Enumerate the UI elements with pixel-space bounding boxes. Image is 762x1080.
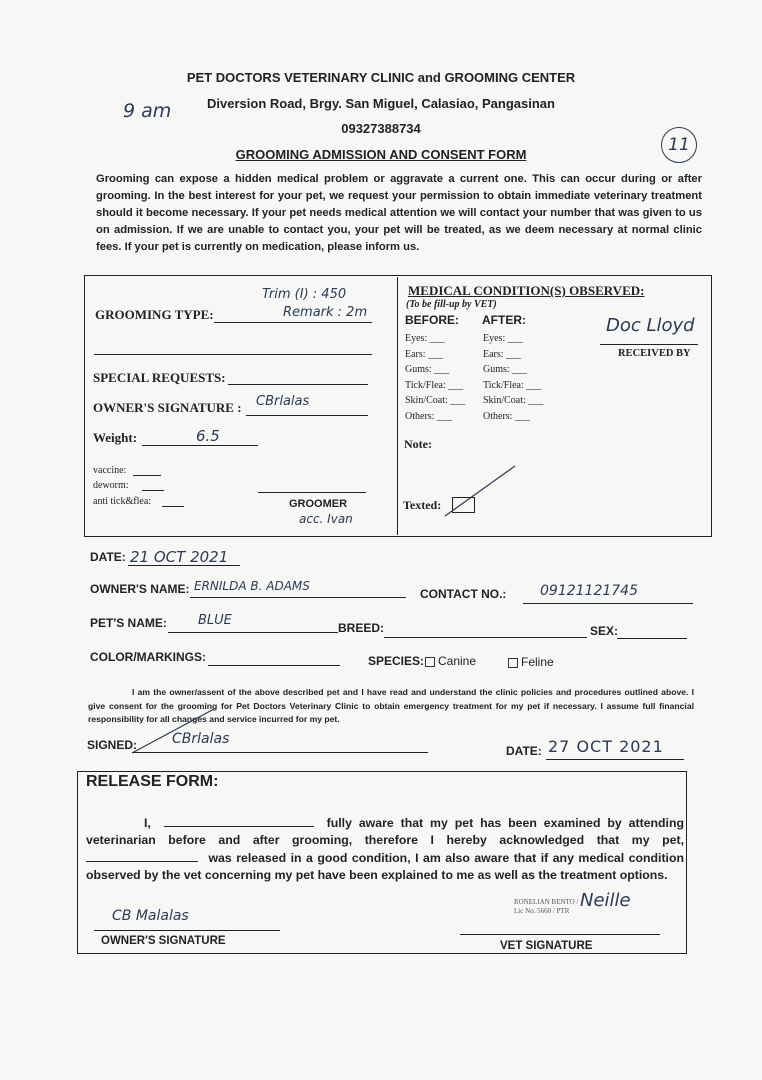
received-by-hand: Doc Lloyd [606, 315, 695, 336]
after-label: AFTER: [482, 313, 526, 327]
date2-hand: 27 OCT 2021 [548, 737, 664, 756]
contact-hand: 09121121745 [540, 583, 638, 599]
weight-hand: 6.5 [196, 427, 220, 445]
date2-label: DATE: [506, 744, 542, 758]
owners-name-line [190, 597, 406, 598]
grooming-type-line [214, 322, 372, 323]
color-line [208, 665, 340, 666]
received-by-line [600, 344, 698, 345]
note-label: Note: [404, 437, 432, 451]
vet-sig-hand: Neille [580, 890, 631, 911]
release-pet-blank [86, 849, 198, 862]
breed-line [384, 637, 587, 638]
before-others: Others: ___ [405, 410, 452, 422]
signed-hand: CBrlalas [172, 731, 230, 747]
contact-line [523, 603, 693, 604]
clinic-address: Diversion Road, Brgy. San Miguel, Calasiao, Pangasinan [207, 96, 555, 111]
date-label: DATE: [90, 550, 126, 564]
after-items [483, 331, 543, 425]
vet-stamp: RONELIAN BENTO / Lic No. 5660 / PTR [514, 898, 579, 915]
before-tick: Tick/Flea: ___ [405, 379, 464, 391]
signed-slash [128, 705, 218, 757]
before-eyes: Eyes: ___ [405, 333, 445, 344]
form-title: GROOMING ADMISSION AND CONSENT FORM [235, 147, 527, 162]
consent-paragraph: I am the owner/assent of the above described pet and I have read and understand the clinic policies and procedures outlined above. I give consent for the grooming for Pet Doctors Veterinary Clinic to obtain emergency treatment for my pet if necessary. I assume full financial responsibility for all changes and service incurred for my pet. [88, 687, 694, 724]
release-owner-sig-hand: CB Malalas [112, 908, 189, 924]
release-part2: was released in a good condition, I am also aware that if any medical condition observed by the vet concerning my pet have been explained to me as well as the treatment options. [86, 851, 684, 882]
deworm-line [142, 490, 164, 491]
groomer-line [258, 492, 366, 493]
before-gums: Gums: ___ [405, 364, 450, 376]
groomer-label: GROOMER [289, 498, 348, 510]
signed-label: SIGNED: [87, 738, 138, 752]
owners-name-hand: ERNILDA B. ADAMS [194, 579, 310, 593]
deworm-label: deworm: [93, 480, 129, 491]
owners-name-label: OWNER'S NAME: [90, 582, 190, 596]
after-gums: Gums: ___ [483, 364, 528, 376]
before-items [405, 331, 465, 425]
species-label: SPECIES: [368, 654, 425, 668]
clinic-name: PET DOCTORS VETERINARY CLINIC and GROOMING CENTER [186, 70, 576, 85]
pets-name-hand: BLUE [198, 613, 232, 628]
release-title: RELEASE FORM: [86, 773, 219, 790]
color-label: COLOR/MARKINGS: [90, 650, 206, 664]
date-hand: 21 OCT 2021 [130, 548, 229, 566]
special-requests-label: SPECIAL REQUESTS: [93, 370, 226, 385]
release-paragraph [86, 814, 684, 884]
release-owner-line [94, 930, 280, 931]
after-skin: Skin/Coat: ___ [483, 395, 544, 407]
handwritten-time: 9 am [123, 100, 172, 122]
pets-name-line [168, 632, 338, 633]
grooming-type-hand-2: Remark : 2m [283, 305, 368, 320]
intro-paragraph: Grooming can expose a hidden medical problem or aggravate a current one. This can occur during or after grooming. In the best interest for your pet, we request your permission to obtain immediate veterinary treatment should it become necessary. If your pet needs medical attention we will contact your number that was given to us on admission. If we are unable to contact you, your pet will be treated, as we deem necessary at normal clinic fees. If your pet is currently on medication, please inform us. [96, 173, 702, 253]
after-tick: Tick/Flea: ___ [483, 379, 542, 391]
vaccine-label: vaccine: [93, 465, 127, 476]
sex-label: SEX: [590, 624, 619, 638]
grooming-type-label: GROOMING TYPE: [95, 307, 214, 322]
before-ears: Ears: ___ [405, 348, 444, 360]
clinic-phone: 09327388734 [341, 121, 421, 136]
texted-label: Texted: [403, 498, 442, 512]
release-part1: fully aware that my pet has been examined by attending veterinarian before and after grooming, therefore I hereby acknowledged that my pet, [86, 816, 684, 847]
grooming-type-line-2 [94, 354, 372, 355]
box-divider [397, 277, 398, 535]
release-owner-sig-label: OWNER'S SIGNATURE [101, 935, 226, 947]
medical-subtitle: (To be fill-up by VET) [406, 299, 497, 310]
release-i: I, [144, 816, 151, 830]
species-canine[interactable]: Canine [425, 654, 476, 668]
breed-label: BREED: [338, 621, 385, 635]
owners-signature-label: OWNER'S SIGNATURE : [93, 400, 242, 415]
vet-sig-line [460, 934, 660, 935]
before-label: BEFORE: [405, 313, 459, 327]
groomer-hand: acc. Ivan [299, 512, 353, 526]
grooming-type-hand-1: Trim (I) : 450 [262, 287, 347, 302]
owners-signature-line [246, 415, 368, 416]
before-skin: Skin/Coat: ___ [405, 395, 466, 407]
special-requests-line [228, 384, 368, 385]
weight-line [142, 445, 258, 446]
form-number-circle [661, 127, 697, 163]
vaccine-line [133, 475, 161, 476]
owners-signature-hand: CBrlalas [256, 394, 310, 409]
texted-slash [440, 462, 520, 520]
after-ears: Ears: ___ [483, 348, 522, 360]
medical-title: MEDICAL CONDITION(S) OBSERVED: [408, 283, 645, 298]
date2-line [546, 759, 684, 760]
after-others: Others: ___ [483, 410, 530, 422]
form-number: 11 [668, 135, 690, 155]
pets-name-label: PET'S NAME: [90, 616, 167, 630]
feline-checkbox[interactable] [508, 658, 518, 668]
weight-label: Weight: [93, 430, 138, 445]
sex-line [617, 638, 687, 639]
after-eyes: Eyes: ___ [483, 333, 523, 344]
anti-tick-line [162, 506, 184, 507]
species-feline[interactable]: Feline [508, 655, 554, 669]
vet-sig-label: VET SIGNATURE [500, 940, 593, 952]
anti-tick-label: anti tick&flea: [93, 496, 152, 507]
received-by-label: RECEIVED BY [618, 348, 691, 359]
contact-label: CONTACT NO.: [420, 587, 507, 601]
canine-checkbox[interactable] [425, 657, 435, 667]
release-owner-blank [164, 814, 314, 827]
